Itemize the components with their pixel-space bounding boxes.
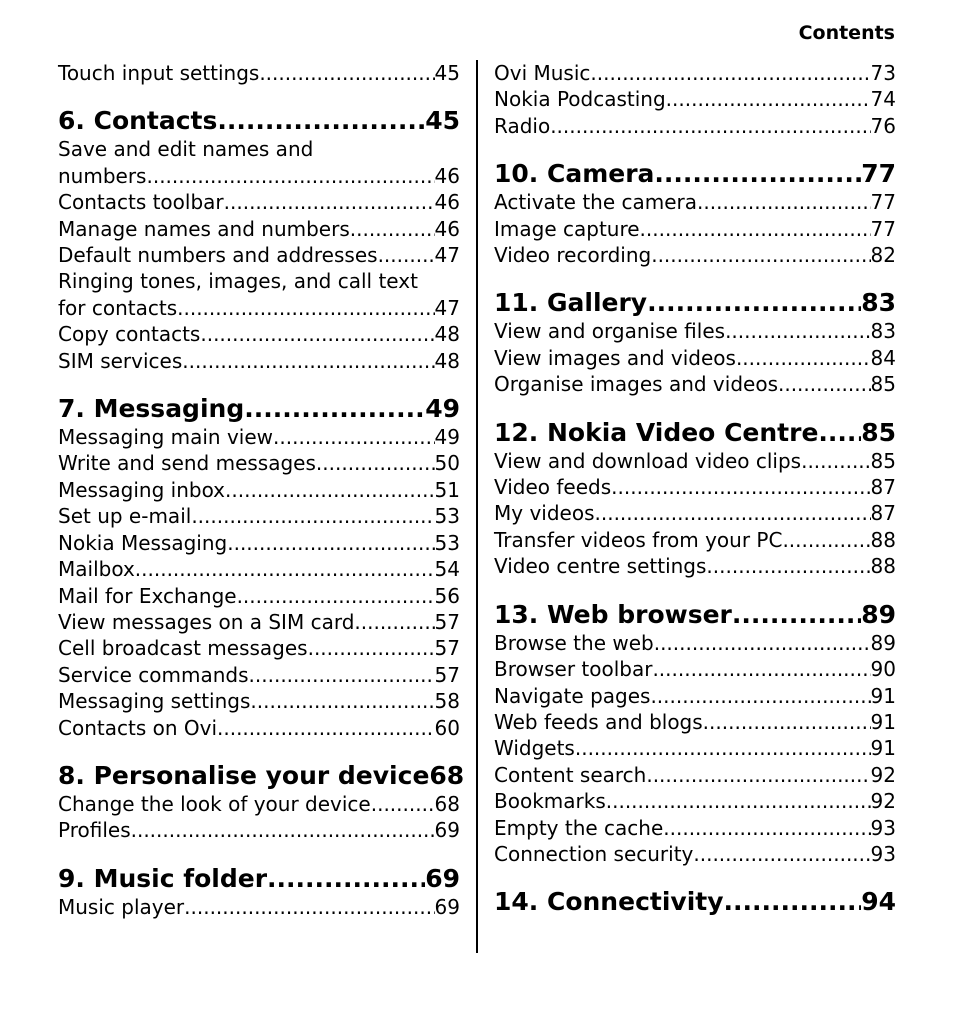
dot-leader <box>663 815 870 841</box>
toc-entry-row <box>58 530 460 556</box>
dot-leader <box>217 106 425 136</box>
toc-entry[interactable] <box>58 60 460 86</box>
toc-chapter-row <box>58 864 460 894</box>
entry-title: Set up e-mail <box>58 504 192 529</box>
entry-page-number: 45 <box>434 61 460 85</box>
toc-chapter-heading[interactable] <box>494 887 896 917</box>
toc-entry-row <box>494 553 896 579</box>
toc-entry-row <box>494 815 896 841</box>
toc-entry[interactable] <box>58 424 460 450</box>
entry-title: Change the look of your device <box>58 791 371 816</box>
toc-entry-row <box>494 113 896 139</box>
entry-page-number: 77 <box>870 190 896 215</box>
dot-leader <box>590 60 870 86</box>
dot-leader <box>146 163 434 189</box>
toc-entry[interactable] <box>58 348 460 374</box>
dot-leader <box>654 159 861 189</box>
toc-entry[interactable] <box>58 609 460 635</box>
toc-entry-row <box>58 609 460 635</box>
entry-title: Copy contacts <box>58 322 201 347</box>
dot-leader <box>224 189 435 215</box>
toc-entry[interactable] <box>58 450 460 476</box>
column-divider <box>476 60 478 953</box>
toc-entry-row <box>494 318 896 344</box>
entry-page-number: 91 <box>870 736 896 761</box>
toc-entry-row <box>58 635 460 661</box>
entry-title: Transfer videos from your PC <box>494 527 783 552</box>
entry-page-number: 89 <box>870 630 896 655</box>
toc-entry[interactable] <box>494 371 896 397</box>
dot-leader <box>611 474 870 500</box>
toc-chapter-row <box>494 887 896 917</box>
entry-title: Contacts on Ovi <box>58 715 217 740</box>
entry-title: Widgets <box>494 736 575 761</box>
toc-entry-row <box>58 715 460 741</box>
toc-entry-row <box>494 527 896 553</box>
dot-leader <box>267 864 425 894</box>
toc-entry-row <box>58 791 460 817</box>
chapter-title: 6. Contacts <box>58 106 218 136</box>
toc-entry-row <box>58 163 460 189</box>
toc-entry-row <box>494 86 896 112</box>
entry-title: Nokia Messaging <box>58 530 228 555</box>
toc-chapter-heading[interactable] <box>494 288 896 318</box>
dot-leader <box>200 321 434 347</box>
entry-title: Web feeds and blogs <box>494 709 703 734</box>
entry-page-number: 53 <box>434 504 460 529</box>
entry-title: Bookmarks <box>494 789 606 814</box>
entry-page-number: 74 <box>870 87 896 112</box>
entry-title: SIM services <box>58 348 183 373</box>
toc-entry[interactable] <box>494 60 896 86</box>
entry-page-number: 87 <box>870 475 896 500</box>
entry-title: Write and send messages <box>58 451 316 476</box>
toc-entry-row <box>494 683 896 709</box>
dot-leader <box>778 371 871 397</box>
toc-entry[interactable] <box>494 216 896 242</box>
entry-title: View and organise files <box>494 319 726 344</box>
toc-entry-row <box>58 894 460 920</box>
entry-page-number: 82 <box>870 243 896 268</box>
dot-leader <box>259 60 434 86</box>
toc-entry[interactable] <box>494 735 896 761</box>
dot-leader <box>650 683 870 709</box>
entry-page-number: 92 <box>870 789 896 814</box>
toc-chapter-heading[interactable] <box>58 106 460 136</box>
dot-leader <box>801 448 870 474</box>
toc-chapter-heading[interactable] <box>58 864 460 894</box>
toc-entry-row <box>494 841 896 867</box>
entry-page-number: 91 <box>870 709 896 734</box>
toc-entry-row <box>58 556 460 582</box>
toc-entry[interactable] <box>494 841 896 867</box>
dot-leader <box>350 216 435 242</box>
toc-entry[interactable] <box>58 894 460 920</box>
entry-page-number: 91 <box>870 683 896 708</box>
dot-leader <box>693 841 870 867</box>
entry-title: Music player <box>58 894 185 919</box>
entry-page-number: 85 <box>870 448 896 473</box>
toc-entry-row <box>494 474 896 500</box>
dot-leader <box>595 500 871 526</box>
dot-leader <box>249 662 435 688</box>
dot-leader <box>237 583 435 609</box>
entry-page-number: 88 <box>870 554 896 579</box>
toc-entry[interactable] <box>58 321 460 347</box>
entry-page-number: 77 <box>870 216 896 241</box>
dot-leader <box>217 715 435 741</box>
toc-chapter-heading[interactable] <box>58 760 465 791</box>
toc-entry[interactable] <box>58 136 460 189</box>
dot-leader <box>131 817 435 843</box>
entry-title: Default numbers and addresses <box>58 243 378 268</box>
toc-column-right <box>494 60 896 917</box>
entry-page-number: 57 <box>434 662 460 687</box>
toc-entry-row <box>494 60 896 86</box>
entry-page-number: 87 <box>870 501 896 526</box>
chapter-page-number: 94 <box>861 887 896 917</box>
page-header-title: Contents <box>798 22 895 44</box>
toc-entry-row <box>58 477 460 503</box>
chapter-page-number: 85 <box>861 417 896 447</box>
toc-chapter-row <box>58 106 460 136</box>
entry-title: Messaging main view <box>58 425 274 450</box>
dot-leader <box>135 556 435 582</box>
dot-leader <box>550 113 870 139</box>
toc-entry-row <box>494 656 896 682</box>
toc-entry-row <box>58 424 460 450</box>
dot-leader <box>647 288 861 318</box>
entry-title: Organise images and videos <box>494 372 778 397</box>
entry-page-number: 88 <box>870 527 896 552</box>
toc-entry-row <box>58 662 460 688</box>
entry-title: Messaging inbox <box>58 477 226 502</box>
toc-entry[interactable] <box>494 630 896 656</box>
entry-title: Ovi Music <box>494 61 591 85</box>
dot-leader <box>652 656 870 682</box>
toc-entry-row <box>494 762 896 788</box>
toc-entry-row <box>58 242 460 268</box>
entry-page-number: 54 <box>434 557 460 582</box>
toc-entry[interactable] <box>494 553 896 579</box>
toc-entry[interactable] <box>58 791 460 817</box>
toc-entry[interactable] <box>58 242 460 268</box>
toc-chapter-row <box>494 159 896 189</box>
entry-title: Browse the web <box>494 630 654 655</box>
entry-title: Video recording <box>494 243 652 268</box>
dot-leader <box>725 318 870 344</box>
toc-entry[interactable] <box>494 448 896 474</box>
entry-title: Video feeds <box>494 475 612 500</box>
toc-entry-row <box>58 189 460 215</box>
toc-entry-row <box>58 817 460 843</box>
entry-page-number: 68 <box>434 791 460 816</box>
entry-page-number: 92 <box>870 762 896 787</box>
entry-title: Nokia Podcasting <box>494 87 666 112</box>
dot-leader <box>646 762 870 788</box>
toc-chapter-heading[interactable] <box>494 600 896 630</box>
entry-title: Mailbox <box>58 557 135 582</box>
entry-title: for contacts <box>58 295 178 320</box>
toc-column-left <box>58 60 465 920</box>
chapter-title: 7. Messaging <box>58 394 245 424</box>
chapter-title: 12. Nokia Video Centre <box>494 417 819 447</box>
toc-entry-row <box>494 345 896 371</box>
entry-page-number: 50 <box>434 451 460 476</box>
toc-entry[interactable] <box>494 242 896 268</box>
chapter-page-number: 45 <box>425 106 460 136</box>
toc-chapter-row <box>58 394 460 424</box>
dot-leader <box>182 348 434 374</box>
toc-entry-row <box>58 216 460 242</box>
chapter-page-number: 69 <box>425 863 460 893</box>
chapter-title: 8. Personalise your device <box>58 760 430 790</box>
toc-entry[interactable] <box>494 527 896 553</box>
entry-title: Empty the cache <box>494 815 664 840</box>
chapter-title: 14. Connectivity <box>494 887 724 917</box>
toc-entry-row <box>58 583 460 609</box>
dot-leader <box>371 791 435 817</box>
entry-page-number: 83 <box>870 319 896 344</box>
entry-title: Service commands <box>58 662 249 687</box>
toc-entry-row <box>58 450 460 476</box>
toc-entry[interactable] <box>58 662 460 688</box>
chapter-page-number: 77 <box>861 159 896 189</box>
toc-entry[interactable] <box>58 583 460 609</box>
dot-leader <box>782 527 870 553</box>
chapter-page-number: 89 <box>861 599 896 629</box>
entry-title: Cell broadcast messages <box>58 636 308 661</box>
dot-leader <box>818 418 861 448</box>
entry-title: View and download video clips <box>494 448 802 473</box>
toc-entry-row <box>58 688 460 714</box>
entry-page-number: 46 <box>434 163 460 188</box>
toc-entry[interactable] <box>58 503 460 529</box>
dot-leader <box>177 295 434 321</box>
entry-page-number: 46 <box>434 216 460 241</box>
dot-leader <box>378 242 435 268</box>
toc-entry[interactable] <box>494 113 896 139</box>
entry-page-number: 84 <box>870 345 896 370</box>
entry-title: Radio <box>494 113 551 138</box>
entry-page-number: 85 <box>870 372 896 397</box>
entry-title: numbers <box>58 163 147 188</box>
entry-page-number: 73 <box>870 61 896 85</box>
entry-title: View messages on a SIM card <box>58 609 355 634</box>
chapter-page-number: 83 <box>861 288 896 318</box>
entry-title: Activate the camera <box>494 190 698 215</box>
entry-title-first-line: Save and edit names and <box>58 137 314 162</box>
entry-title: Contacts toolbar <box>58 190 224 215</box>
entry-title: Navigate pages <box>494 683 651 708</box>
dot-leader <box>703 709 871 735</box>
entry-page-number: 51 <box>434 477 460 502</box>
chapter-title: 13. Web browser <box>494 599 732 629</box>
toc-entry[interactable] <box>58 635 460 661</box>
chapter-title: 10. Camera <box>494 159 655 189</box>
entry-page-number: 60 <box>434 715 460 740</box>
entry-title: Content search <box>494 762 647 787</box>
entry-page-number: 76 <box>870 113 896 138</box>
entry-title-first-line: Ringing tones, images, and call text <box>58 269 418 294</box>
entry-title: Profiles <box>58 818 131 843</box>
dot-leader <box>697 189 871 215</box>
dot-leader <box>273 424 435 450</box>
toc-entry-row <box>494 500 896 526</box>
chapter-page-number: 49 <box>425 394 460 424</box>
dot-leader <box>575 735 871 761</box>
toc-chapter-row <box>494 418 896 448</box>
toc-entry[interactable] <box>494 709 896 735</box>
entry-page-number: 93 <box>870 841 896 866</box>
dot-leader <box>732 600 861 630</box>
toc-entry[interactable] <box>494 189 896 215</box>
entry-page-number: 47 <box>434 295 460 320</box>
toc-chapter-heading[interactable] <box>58 394 460 424</box>
toc-entry-row <box>58 295 460 321</box>
toc-entry[interactable] <box>58 715 460 741</box>
entry-page-number: 53 <box>434 530 460 555</box>
toc-entry-row <box>494 371 896 397</box>
toc-entry-row <box>494 448 896 474</box>
entry-title: My videos <box>494 501 595 526</box>
toc-chapter-row <box>494 600 896 630</box>
entry-page-number: 46 <box>434 190 460 215</box>
entry-page-number: 69 <box>434 818 460 843</box>
toc-entry-row <box>494 709 896 735</box>
toc-entry-row <box>58 503 460 529</box>
dot-leader <box>184 894 434 920</box>
chapter-title: 9. Music folder <box>58 863 268 893</box>
dot-leader <box>736 345 871 371</box>
toc-entry-row <box>494 189 896 215</box>
dot-leader <box>606 788 871 814</box>
toc-entry[interactable] <box>58 530 460 556</box>
entry-title: Messaging settings <box>58 689 251 714</box>
dot-leader <box>706 553 870 579</box>
dot-leader <box>651 242 870 268</box>
entry-title: Touch input settings <box>58 61 260 85</box>
entry-page-number: 56 <box>434 583 460 608</box>
entry-title: Connection security <box>494 841 694 866</box>
dot-leader <box>244 394 425 424</box>
entry-page-number: 49 <box>434 425 460 450</box>
toc-entry[interactable] <box>58 688 460 714</box>
entry-page-number: 57 <box>434 636 460 661</box>
entry-page-number: 48 <box>434 348 460 373</box>
dot-leader <box>191 503 434 529</box>
dot-leader <box>654 630 871 656</box>
toc-entry-row <box>494 242 896 268</box>
entry-title: Video centre settings <box>494 554 707 579</box>
dot-leader <box>308 635 435 661</box>
entry-page-number: 47 <box>434 243 460 268</box>
toc-chapter-row <box>58 760 465 791</box>
toc-chapter-heading[interactable] <box>494 418 896 448</box>
dot-leader <box>640 216 871 242</box>
toc-entry[interactable] <box>494 474 896 500</box>
toc-entry[interactable] <box>494 815 896 841</box>
dot-leader <box>724 887 862 917</box>
toc-entry[interactable] <box>494 500 896 526</box>
toc-entry[interactable] <box>58 477 460 503</box>
entry-page-number: 48 <box>434 322 460 347</box>
entry-page-number: 93 <box>870 815 896 840</box>
toc-entry[interactable] <box>494 345 896 371</box>
chapter-page-number: 68 <box>429 760 465 790</box>
entry-title: Browser toolbar <box>494 657 653 682</box>
entry-title: Mail for Exchange <box>58 583 237 608</box>
toc-entry[interactable] <box>58 268 460 321</box>
dot-leader <box>250 688 434 714</box>
entry-page-number: 90 <box>870 657 896 682</box>
toc-entry-row <box>58 321 460 347</box>
toc-entry[interactable] <box>58 556 460 582</box>
toc-entry-row <box>58 60 460 86</box>
dot-leader <box>316 450 435 476</box>
toc-entry[interactable] <box>58 216 460 242</box>
toc-entry-row <box>494 788 896 814</box>
toc-entry[interactable] <box>58 189 460 215</box>
toc-entry-row <box>58 348 460 374</box>
entry-page-number: 58 <box>434 689 460 714</box>
toc-entry-row <box>494 630 896 656</box>
toc-entry[interactable] <box>494 318 896 344</box>
dot-leader <box>227 530 434 556</box>
toc-entry-row <box>494 216 896 242</box>
toc-entry[interactable] <box>58 817 460 843</box>
chapter-title: 11. Gallery <box>494 288 648 318</box>
toc-chapter-row <box>494 288 896 318</box>
dot-leader <box>354 609 434 635</box>
toc-entry-row <box>494 735 896 761</box>
toc-entry[interactable] <box>494 788 896 814</box>
toc-entry[interactable] <box>494 762 896 788</box>
entry-page-number: 69 <box>434 894 460 919</box>
toc-entry[interactable] <box>494 683 896 709</box>
dot-leader <box>225 477 435 503</box>
entry-page-number: 57 <box>434 609 460 634</box>
toc-entry[interactable] <box>494 86 896 112</box>
toc-chapter-heading[interactable] <box>494 159 896 189</box>
entry-title: Image capture <box>494 216 640 241</box>
entry-title: Manage names and numbers <box>58 216 350 241</box>
entry-title: View images and videos <box>494 345 736 370</box>
dot-leader <box>666 86 871 112</box>
toc-entry[interactable] <box>494 656 896 682</box>
